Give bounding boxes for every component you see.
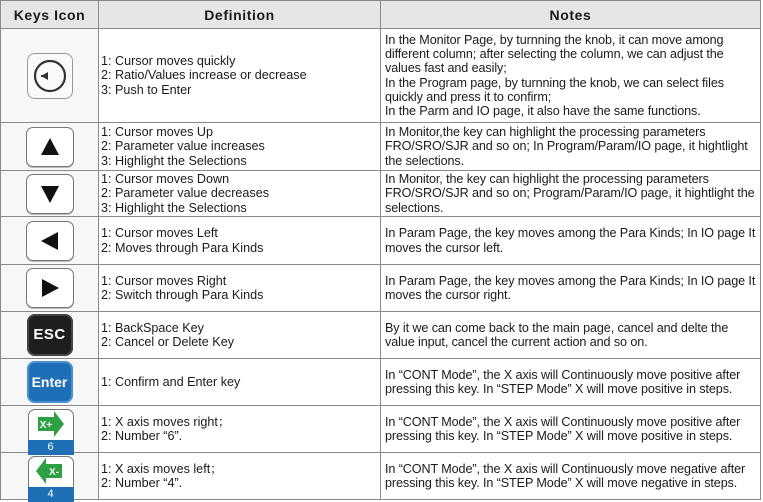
icon-cell: [1, 359, 99, 406]
notes-cell: In the Monitor Page, by turnning the knob, it can move among different column; after selecting the column, we can adjust the values fast and easily; In the Program page, by turnning the knob, we can select files quickly and press it to confirm; In the Parm and IO page, it also have the same functions.: [381, 29, 761, 123]
notes-cell: In Monitor, the key can highlight the processing parameters FRO/SRO/SJR and so on; Program/Param/IO page, it hightlight the selections.: [381, 171, 761, 217]
icon-cell: [1, 217, 99, 265]
icon-cell: [1, 265, 99, 312]
definition-cell: 1: BackSpace Key 2: Cancel or Delete Key: [99, 312, 381, 359]
definition-cell: 1: Cursor moves Left 2: Moves through Para Kinds: [99, 217, 381, 265]
x-minus-label: X-: [48, 467, 59, 478]
header-definition: Definition: [99, 1, 381, 29]
key-number: 6: [28, 440, 74, 455]
table-row: [1, 123, 761, 171]
notes-cell: By it we can come back to the main page, cancel and delte the value input, cancel the current action and so on.: [381, 312, 761, 359]
header-notes: Notes: [381, 1, 761, 29]
esc-key-icon: ESC: [27, 314, 73, 356]
definition-cell: 1: X axis moves left； 2: Number “4”.: [99, 453, 381, 500]
x-minus-key-icon: [27, 454, 73, 498]
left-arrow-icon: [26, 221, 74, 261]
notes-cell: In “CONT Mode”, the X axis will Continuously move negative after pressing this key. In “STEP Mode” X will move negative in steps.: [381, 453, 761, 500]
icon-cell: [1, 171, 99, 217]
icon-cell: [1, 123, 99, 171]
table-row: [1, 312, 761, 359]
definition-cell: 1: Confirm and Enter key: [99, 359, 381, 406]
icon-cell: [1, 406, 99, 453]
definition-cell: 1: Cursor moves quickly 2: Ratio/Values increase or decrease 3: Push to Enter: [99, 29, 381, 123]
notes-cell: In “CONT Mode”, the X axis will Continuously move positive after pressing this key. In “STEP Mode” X will move positive in steps.: [381, 359, 761, 406]
knob-icon: [27, 53, 73, 99]
table-row: [1, 171, 761, 217]
header-keys-icon: Keys Icon: [1, 1, 99, 29]
notes-cell: In Monitor,the key can highlight the processing parameters FRO/SRO/SJR and so on; In Program/Param/IO page, it hightlight the selections.: [381, 123, 761, 171]
definition-cell: 1: Cursor moves Up 2: Parameter value increases 3: Highlight the Selections: [99, 123, 381, 171]
enter-key-icon: Enter: [27, 361, 73, 403]
table-row: [1, 359, 761, 406]
definition-cell: 1: Cursor moves Right 2: Switch through Para Kinds: [99, 265, 381, 312]
table-row: [1, 265, 761, 312]
icon-cell: [1, 453, 99, 500]
table-row: [1, 406, 761, 453]
definition-cell: 1: X axis moves right； 2: Number “6”.: [99, 406, 381, 453]
table-row: [1, 453, 761, 500]
table-row: [1, 217, 761, 265]
x-plus-key-icon: [27, 407, 73, 451]
right-arrow-icon: [26, 268, 74, 308]
notes-cell: In Param Page, the key moves among the Para Kinds; In IO page It moves the cursor right.: [381, 265, 761, 312]
up-arrow-icon: [26, 127, 74, 167]
table-row: [1, 29, 761, 123]
notes-cell: In Param Page, the key moves among the Para Kinds; In IO page It moves the cursor left.: [381, 217, 761, 265]
header-row: [1, 1, 761, 29]
x-plus-label: X+: [39, 420, 52, 431]
down-arrow-icon: [26, 174, 74, 214]
icon-cell: [1, 29, 99, 123]
definition-cell: 1: Cursor moves Down 2: Parameter value decreases 3: Highlight the Selections: [99, 171, 381, 217]
icon-cell: [1, 312, 99, 359]
notes-cell: In “CONT Mode”, the X axis will Continuously move positive after pressing this key. In “STEP Mode” X will move positive in steps.: [381, 406, 761, 453]
key-number: 4: [28, 487, 74, 502]
